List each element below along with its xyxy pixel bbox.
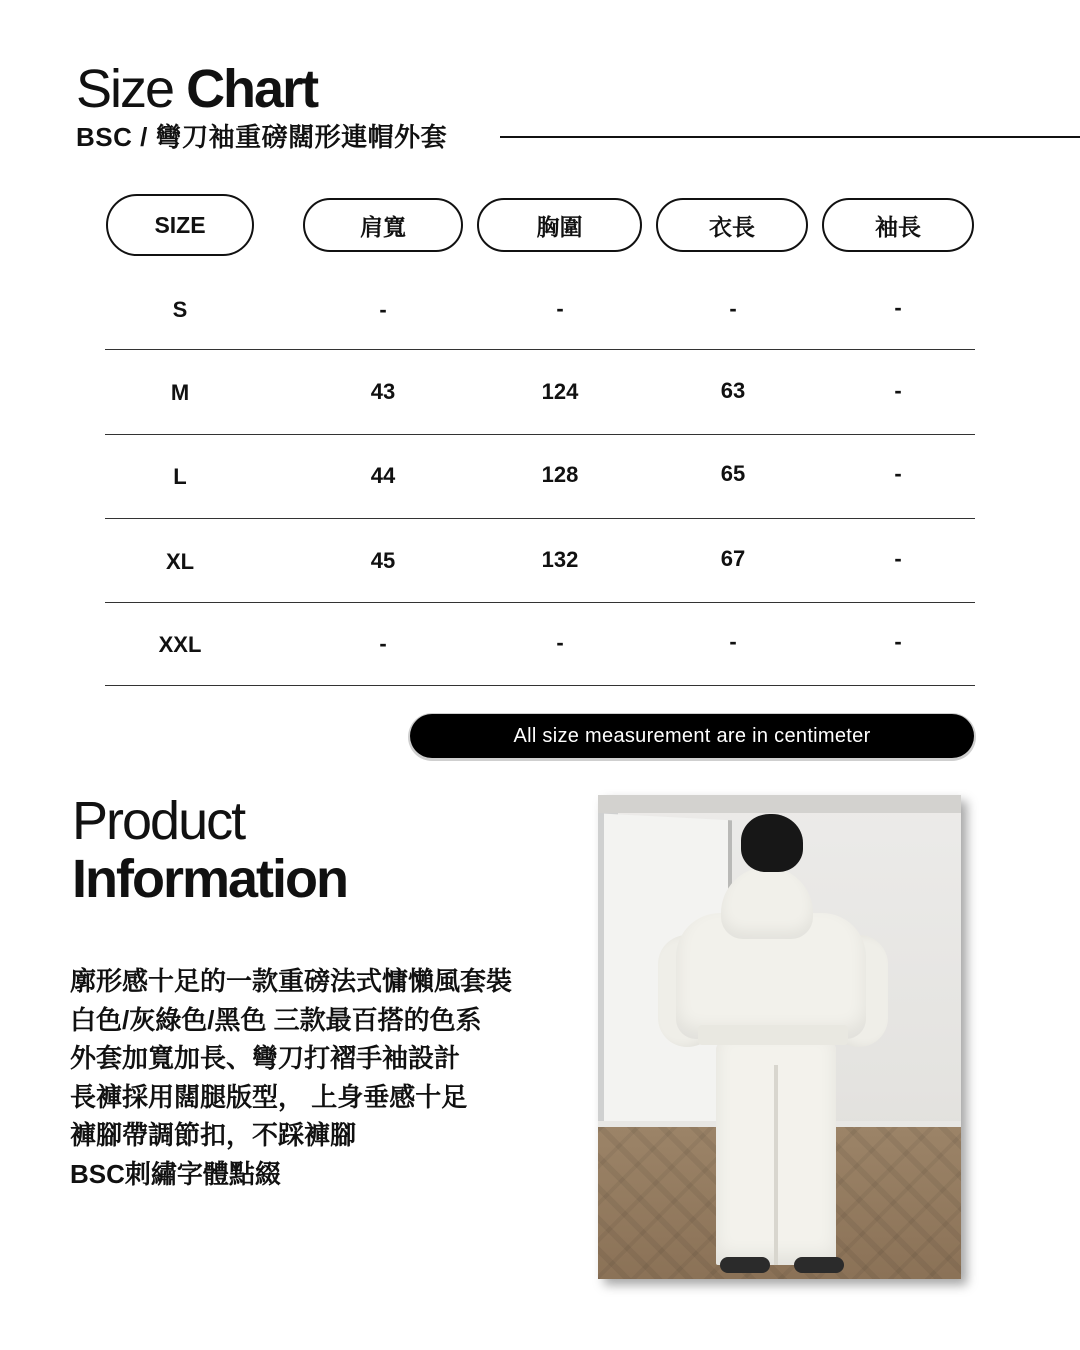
table-cell: 45 xyxy=(370,548,396,573)
model-shoe-left xyxy=(720,1257,770,1273)
row-divider xyxy=(105,602,975,603)
table-cell: 128 xyxy=(541,462,579,487)
table-cell-size: S xyxy=(172,297,188,322)
product-description xyxy=(70,962,570,1193)
page-title xyxy=(76,58,317,120)
description-line: 廓形感十足的一款重磅法式慵懶風套裝 xyxy=(70,966,513,996)
product-info-title xyxy=(72,792,347,908)
table-cell: 63 xyxy=(720,378,746,403)
description-line: 外套加寬加長、彎刀打褶手袖設計 xyxy=(70,1043,461,1073)
model-hair xyxy=(741,814,803,872)
table-cell-size: XL xyxy=(165,549,195,574)
table-cell: - xyxy=(729,296,737,321)
table-cell: 65 xyxy=(720,461,746,486)
model-pants-seam xyxy=(774,1065,778,1265)
table-cell: 44 xyxy=(370,463,396,488)
table-cell: - xyxy=(894,461,902,486)
row-divider xyxy=(105,518,975,519)
table-cell: - xyxy=(379,631,387,656)
title-bold: Chart xyxy=(186,59,318,119)
product-photo xyxy=(598,795,961,1279)
model-jacket-hem xyxy=(698,1025,848,1045)
table-cell: - xyxy=(894,378,902,403)
table-cell: 67 xyxy=(720,546,746,571)
table-cell: - xyxy=(379,297,387,322)
description-line: 白色/灰綠色/黑色 三款最百搭的色系 xyxy=(70,1004,482,1035)
table-cell: - xyxy=(894,629,902,654)
table-cell-size: XXL xyxy=(158,632,202,657)
header-length: 衣長 xyxy=(656,198,808,252)
table-cell: - xyxy=(556,296,564,321)
row-divider xyxy=(105,685,975,686)
description-line: BSC刺繡字體點綴 xyxy=(70,1158,281,1189)
table-cell: 124 xyxy=(541,379,579,404)
table-cell: - xyxy=(556,630,564,655)
photo-ceiling xyxy=(598,795,961,813)
product-info-title-line1: Product xyxy=(72,791,245,851)
model-shoe-right xyxy=(794,1257,844,1273)
table-cell: 132 xyxy=(541,547,579,572)
product-subtitle: BSC / 彎刀袖重磅闊形連帽外套 xyxy=(76,122,448,152)
header-size: SIZE xyxy=(106,194,254,256)
table-cell: - xyxy=(894,546,902,571)
description-line: 長褲採用闊腿版型， 上身垂感十足 xyxy=(70,1081,468,1112)
header-sleeve: 袖長 xyxy=(822,198,974,252)
title-light: Size xyxy=(76,59,187,119)
model-hood xyxy=(721,867,813,939)
title-divider xyxy=(500,136,1080,138)
header-chest: 胸圍 xyxy=(477,198,642,252)
table-cell: - xyxy=(729,629,737,654)
description-line: 褲腳帶調節扣，不踩褲腳 xyxy=(70,1120,357,1150)
table-cell-size: L xyxy=(173,464,187,489)
header-shoulder: 肩寬 xyxy=(303,198,463,252)
table-cell: - xyxy=(894,295,902,320)
row-divider xyxy=(105,434,975,435)
table-cell-size: M xyxy=(170,380,190,405)
table-cell: 43 xyxy=(370,379,396,404)
row-divider xyxy=(105,349,975,350)
product-info-title-line2: Information xyxy=(72,849,347,909)
measurement-note: All size measurement are in centimeter xyxy=(410,714,974,758)
